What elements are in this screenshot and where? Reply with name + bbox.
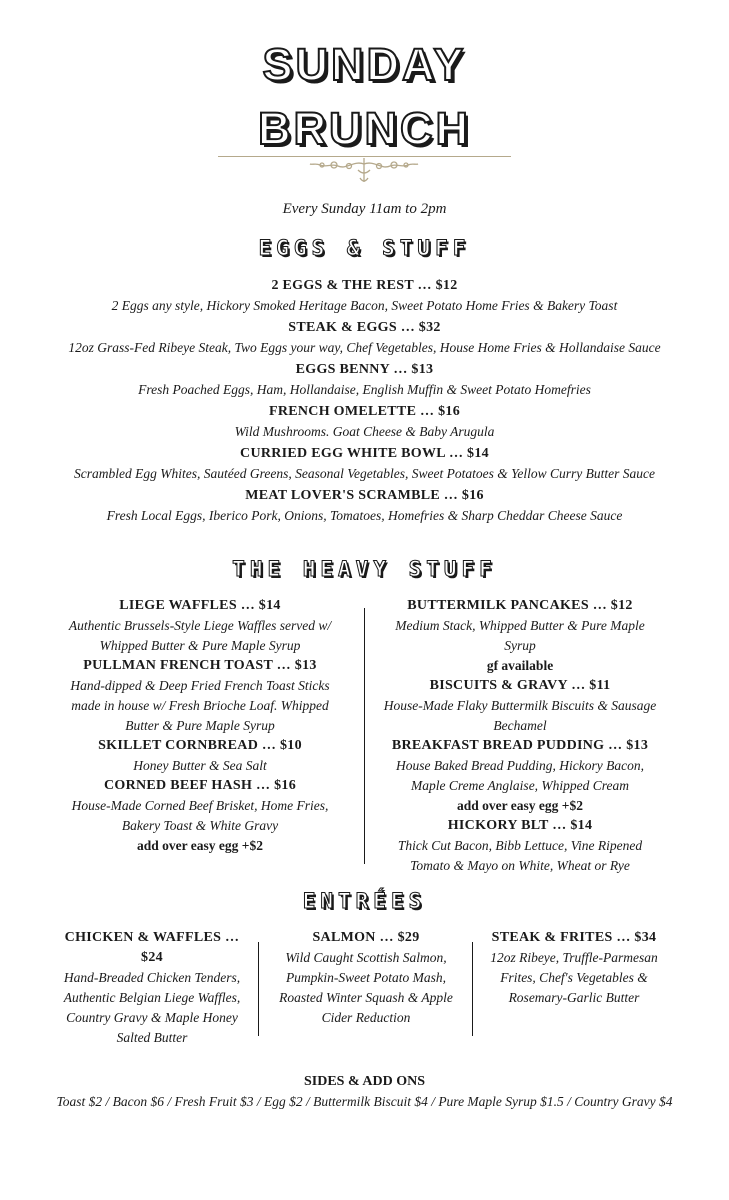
menu-item-name: BUTTERMILK PANCAKES … $12	[407, 598, 633, 613]
menu-item	[50, 359, 679, 399]
menu-item-description: House-Made Corned Beef Brisket, Home Fries, Bakery Toast & White Gravy	[71, 798, 329, 833]
menu-item	[380, 676, 660, 736]
eggs-menu-list	[50, 275, 679, 527]
menu-title-line-2: BRUNCH	[258, 103, 471, 154]
section-title-entrees: ENTRÉES	[302, 889, 427, 913]
menu-item-name: CORNED BEEF HASH … $16	[104, 778, 296, 793]
menu-item-name: LIEGE WAFFLES … $14	[119, 598, 281, 613]
heavy-left-column	[60, 596, 340, 856]
menu-item-name: MEAT LOVER'S SCRAMBLE … $16	[245, 488, 484, 503]
menu-item	[380, 736, 660, 816]
menu-item	[60, 596, 340, 656]
menu-item	[50, 401, 679, 441]
menu-item-description: Hand-Breaded Chicken Tenders, Authentic Belgian Liege Waffles, Country Gravy & Maple Honey Salted Butter	[63, 970, 241, 1045]
flourish-ornament-icon	[304, 156, 424, 186]
menu-item-name: STEAK & FRITES … $34	[491, 930, 657, 945]
heavy-column-divider	[364, 608, 365, 864]
menu-item-name: HICKORY BLT … $14	[447, 818, 593, 833]
menu-item-name: SKILLET CORNBREAD … $10	[98, 738, 302, 753]
menu-item-name: CHICKEN & WAFFLES … $24	[64, 930, 240, 965]
menu-item-description: Scrambled Egg Whites, Sautéed Greens, Seasonal Vegetables, Sweet Potatoes & Yellow Curry Butter Sauce	[74, 466, 655, 481]
menu-item	[60, 776, 340, 856]
menu-item-description: Hand-dipped & Deep Fried French Toast Sticks made in house w/ Fresh Brioche Loaf. Whipped Butter & Pure Maple Syrup	[70, 678, 330, 733]
menu-item-name: 2 EGGS & THE REST … $12	[271, 278, 458, 293]
menu-item-description: Wild Mushrooms. Goat Cheese & Baby Arugula	[234, 424, 495, 439]
menu-item	[50, 275, 679, 315]
entree-column-1	[62, 928, 242, 1048]
sides-list: Toast $2 / Bacon $6 / Fresh Fruit $3 / Egg $2 / Buttermilk Biscuit $4 / Pure Maple Syrup $1.5 / Country Gravy $4	[56, 1094, 673, 1109]
menu-item-addon: add over easy egg +$2	[137, 838, 263, 853]
menu-item	[380, 816, 660, 876]
menu-item-description: 2 Eggs any style, Hickory Smoked Heritage Bacon, Sweet Potato Home Fries & Bakery Toast	[111, 298, 618, 313]
menu-item	[50, 317, 679, 357]
menu-item-description: 12oz Grass-Fed Ribeye Steak, Two Eggs your way, Chef Vegetables, House Home Fries & Hollandaise Sauce	[68, 340, 661, 355]
sides-title: SIDES & ADD ONS	[304, 1074, 425, 1089]
section-title-heavy: THE HEAVY STUFF	[232, 557, 497, 581]
heavy-right-column	[380, 596, 660, 876]
menu-item	[50, 485, 679, 525]
menu-item-addon: gf available	[486, 658, 554, 673]
menu-item-name: EGGS BENNY … $13	[295, 362, 434, 377]
menu-item-name: STEAK & EGGS … $32	[288, 320, 441, 335]
menu-item-description: Honey Butter & Sea Salt	[133, 758, 267, 773]
entree-column-3	[484, 928, 664, 1008]
menu-item-name: BREAKFAST BREAD PUDDING … $13	[391, 738, 649, 753]
menu-item-name: FRENCH OMELETTE … $16	[268, 404, 461, 419]
menu-item-description: Fresh Local Eggs, Iberico Pork, Onions, Tomatoes, Homefries & Sharp Cheddar Cheese Sauce	[106, 508, 623, 523]
menu-item-name: CURRIED EGG WHITE BOWL … $14	[240, 446, 489, 461]
menu-item-description: 12oz Ribeye, Truffle-Parmesan Frites, Chef's Vegetables & Rosemary-Garlic Butter	[490, 950, 658, 1005]
menu-item-description: Wild Caught Scottish Salmon, Pumpkin-Sweet Potato Mash, Roasted Winter Squash & Apple Cider Reduction	[279, 950, 453, 1025]
entree-column-2	[272, 928, 460, 1028]
menu-item-addon: add over easy egg +$2	[457, 798, 583, 813]
menu-item-name: SALMON … $29	[312, 930, 420, 945]
menu-item-name: PULLMAN FRENCH TOAST … $13	[83, 658, 317, 673]
menu-title-line-1: SUNDAY	[262, 39, 467, 90]
entree-divider-1	[258, 942, 259, 1036]
menu-item-name: BISCUITS & GRAVY … $11	[429, 678, 611, 693]
menu-item-description: Authentic Brussels-Style Liege Waffles served w/ Whipped Butter & Pure Maple Syrup	[68, 618, 332, 653]
schedule-subtitle: Every Sunday 11am to 2pm	[282, 201, 447, 217]
menu-item	[380, 596, 660, 676]
menu-item-description: House Baked Bread Pudding, Hickory Bacon, Maple Creme Anglaise, Whipped Cream	[395, 758, 645, 793]
menu-item	[50, 443, 679, 483]
section-title-eggs: EGGS & STUFF	[258, 236, 471, 260]
menu-item-description: Fresh Poached Eggs, Ham, Hollandaise, English Muffin & Sweet Potato Homefries	[138, 382, 591, 397]
entree-divider-2	[472, 942, 473, 1036]
menu-item-description: Thick Cut Bacon, Bibb Lettuce, Vine Ripened Tomato & Mayo on White, Wheat or Rye	[397, 838, 643, 873]
menu-item-description: House-Made Flaky Buttermilk Biscuits & Sausage Bechamel	[383, 698, 657, 733]
menu-item	[60, 736, 340, 776]
menu-item	[60, 656, 340, 736]
menu-item-description: Medium Stack, Whipped Butter & Pure Maple Syrup	[395, 618, 645, 653]
